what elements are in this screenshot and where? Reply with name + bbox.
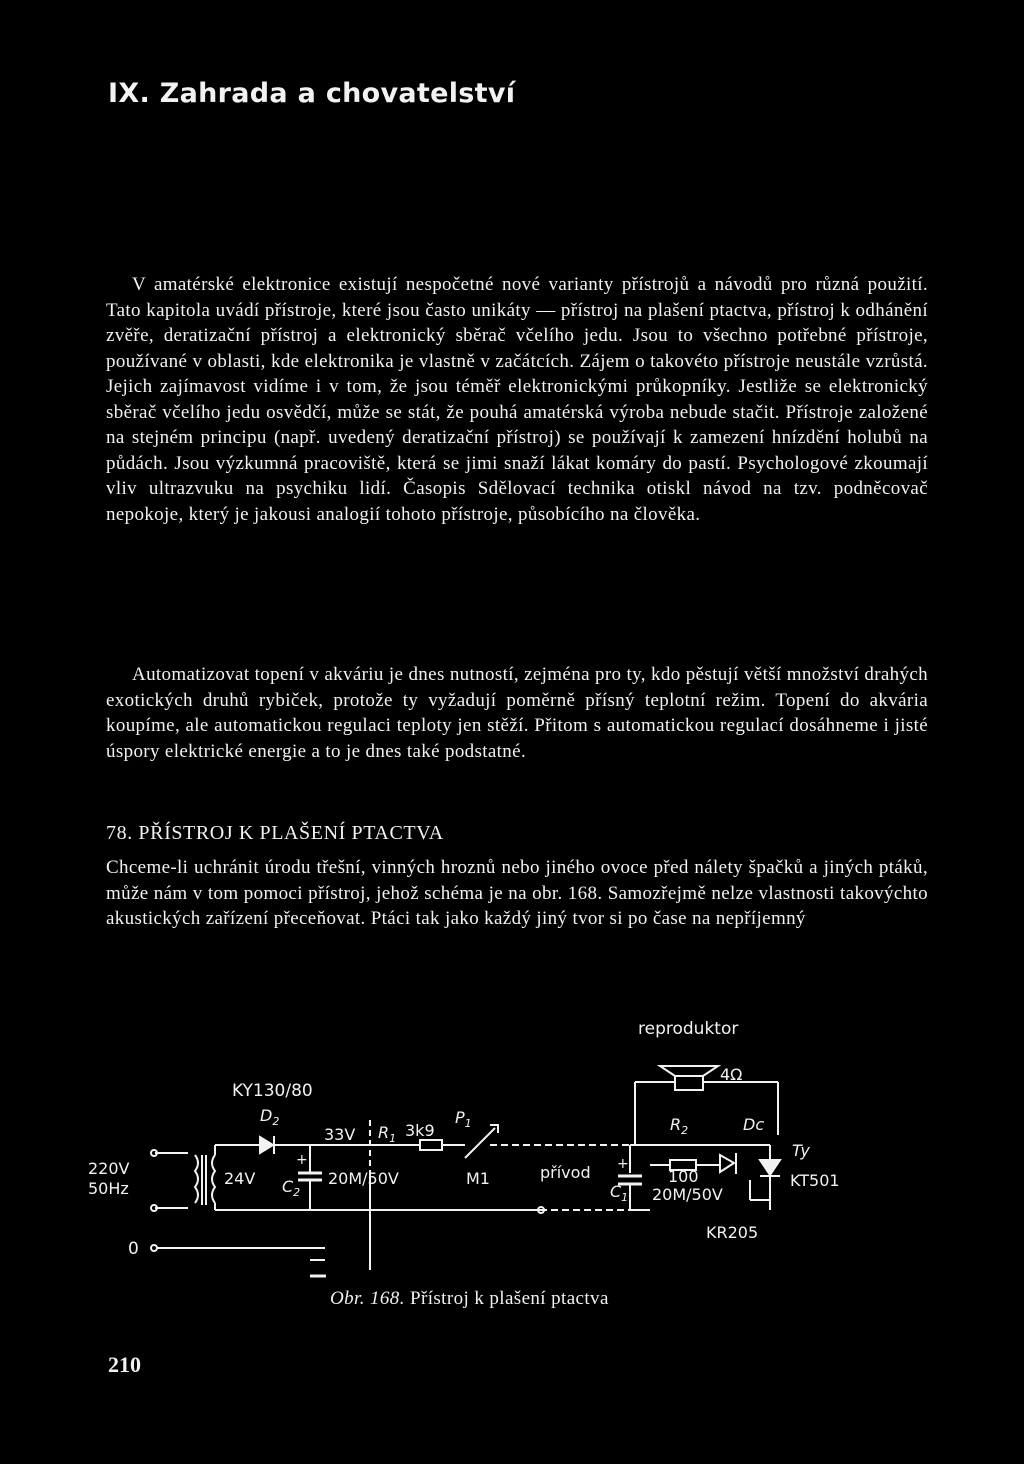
dc-label: Dc [743,1115,765,1134]
thyristor-label: Ty [792,1141,810,1160]
c2-label: $C_2$ [282,1177,301,1199]
figure-caption [330,1288,609,1310]
page-number: 210 [108,1352,141,1377]
speaker-label: reproduktor [638,1019,739,1039]
thyristor-type-label: KT501 [790,1171,840,1190]
c2-plus-label: + [296,1152,308,1168]
p1-label: $P_1$ [455,1108,472,1130]
c2-value-label: 20M/50V [328,1169,399,1188]
voltage-24v-label: 24V [224,1169,256,1188]
intro-paragraph-2: Automatizovat topení v akváriu je dnes nutností, zejména pro ty, kdo pěstují větší množství drahých exotických druhů rybiček, protože ty vyžadují poměrně přísný teplotní režim. Topení do akvária koupíme, ale automatickou regulaci teploty jen stěží. Přitom s automatickou regulací dosáhneme i jisté úspory elektrické energie a to je dnes také podstatné. [106,664,928,762]
c1-label: $C_1$ [610,1182,629,1204]
mains-voltage-label: 220V [88,1159,130,1178]
m1-label: M1 [466,1169,490,1188]
speaker-impedance-label: 4Ω [720,1065,743,1084]
chapter-title: IX. Zahrada a chovatelství [108,78,516,109]
section-paragraph: Chceme-li uchránit úrodu třešní, vinných hroznů nebo jiného ovoce před nálety špačků a jiných ptáků, může nám v tom pomoci přístroj, jehož schéma je na obr. 168. Samozřejmě nelze vlastnosti takovýchto akustických zařízení přeceňovat. Ptáci tak jako každý jiný tvor si po čase na nepříjemný [106,857,928,929]
diode-type-label: KY130/80 [232,1081,313,1101]
figure-caption-text: Přístroj k plašení ptactva [410,1288,609,1309]
mains-frequency-label: 50Hz [88,1179,129,1198]
intro-paragraph-1: V amatérské elektronice existují nespočetné nové varianty přístrojů a návodů pro různá použití. Tato kapitola uvádí přístroje, které jsou často unikáty — přístroj na plašení ptactva, přístroj k odhánění zvěře, deratizační přístroj a elektronický sběrač včelího jedu. Jsou to všechno potřebné přístroje, používané v oblasti, kde elektronika je vlastně v začátcích. Zájem o takovéto přístroje neustále vzrůstá. Jejich zajímavost vidíme i v tom, že jsou téměř elektronickými průkopníky. Jestliže se elektronický sběrač včelího jedu osvědčí, může se stát, že pouhá amatérská výroba nebude stačit. Přístroje založené na stejném principu (např. uvedený deratizační přístroj) se používají k zamezení hnízdění holubů na půdách. Jsou výzkumná pracoviště, která se jimi snaží lákat komáry do pastí. Psychologové zkoumají vliv ultrazvuku na psychiku lidí. Časopis Sdělovací technika otiskl návod na tzv. podněcovač nepokoje, který je jakousi analogií tohoto přístroje, působícího na člověka. [106,274,928,525]
diode-label: $D_2$ [260,1106,280,1128]
r2-value-label: 100 [668,1167,699,1186]
circuit-schematic [70,1010,870,1285]
ground-zero-label: 0 [128,1239,139,1259]
c1-plus-label: + [617,1156,629,1172]
r2-label: $R_2$ [670,1115,689,1137]
c1-value-label: 20M/50V [652,1185,723,1204]
figure-caption-ref: Obr. 168. [330,1288,405,1309]
dc-type-label: KR205 [706,1223,759,1242]
r1-label: $R_1$ [378,1123,397,1145]
lead-label: přívod [540,1163,591,1182]
section-heading: 78. PŘÍSTROJ K PLAŠENÍ PTACTVA [106,822,444,844]
r1-value-label: 3k9 [405,1121,435,1140]
voltage-33v-label: 33V [324,1125,356,1144]
